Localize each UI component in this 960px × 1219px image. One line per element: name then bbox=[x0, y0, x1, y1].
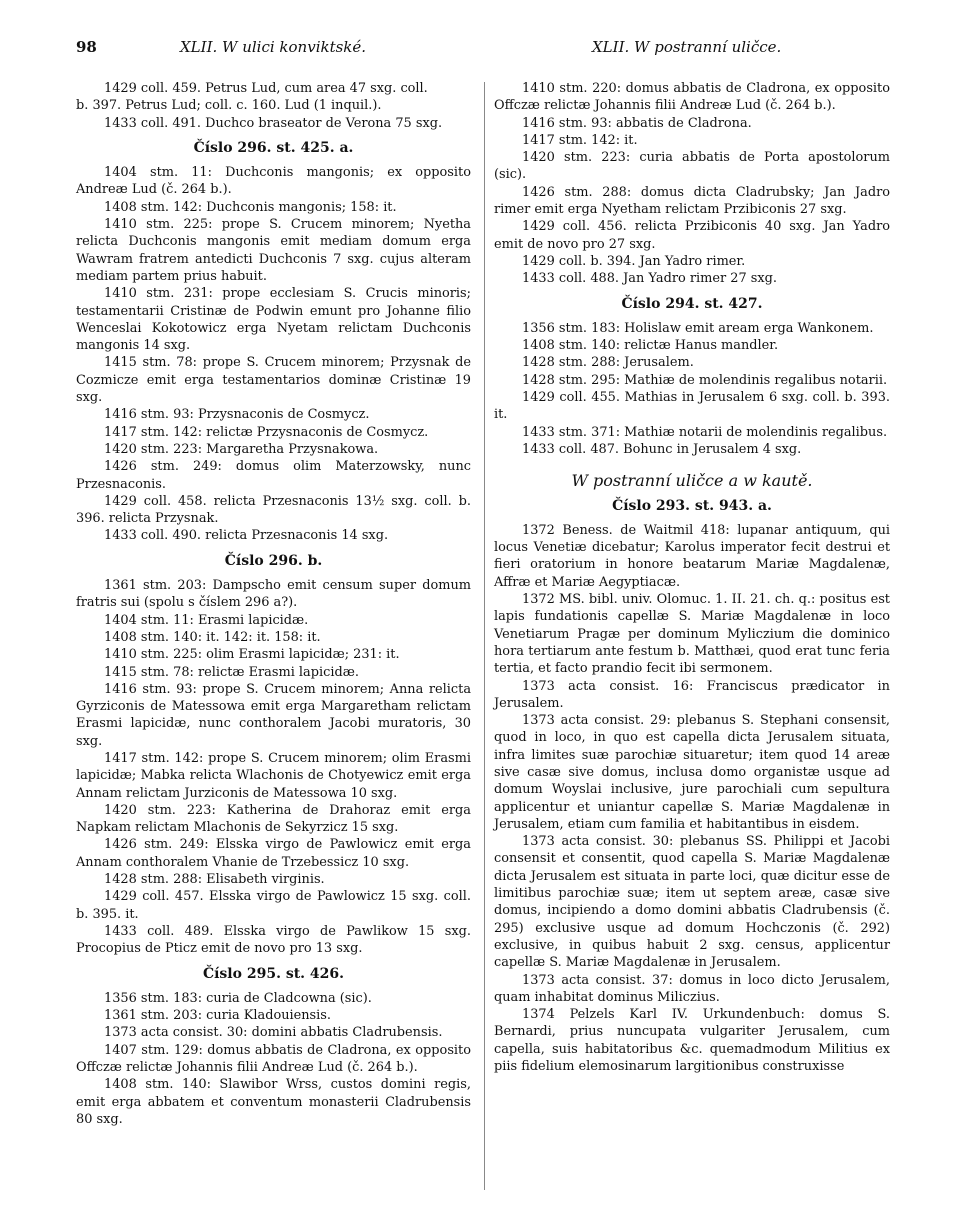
record-entry: 1415 stm. 78: relictæ Erasmi lapicidæ. bbox=[104, 664, 359, 680]
record-entry: 1416 stm. 93: abbatis de Cladrona. bbox=[522, 115, 752, 131]
left-column bbox=[76, 80, 471, 1128]
record-entry: 1408 stm. 140: it. 142: it. 158: it. bbox=[104, 629, 321, 645]
record-entry: 1420 stm. 223: curia abbatis de Porta apostolorum (sic). bbox=[494, 150, 890, 183]
right-column bbox=[494, 80, 890, 1075]
record-entry: 1429 coll. 455. Mathias in Jerusalem 6 sxg. coll. b. 393. it. bbox=[494, 390, 890, 423]
record-entry: 1407 stm. 129: domus abbatis de Cladrona, ex opposito Offczæ relictæ Johannis filii Andreæ Lud (č. 264 b.). bbox=[76, 1042, 471, 1076]
record-entry: 1417 stm. 142: relictæ Przysnaconis de Cosmycz. bbox=[104, 424, 429, 440]
right-running-heading: XLII. W postranní uličce. bbox=[592, 38, 782, 56]
record-entry: 1428 stm. 288: Jerusalem. bbox=[522, 355, 694, 371]
record-entry: 1373 acta consist. 16: Franciscus prædicator in Jerusalem. bbox=[494, 678, 890, 711]
record-entry: 1428 stm. 288: Elisabeth virginis. bbox=[104, 872, 325, 888]
record-entry: 1433 coll. 489. Elsska virgo de Pawlikow 15 sxg. Procopius de Pticz emit de novo pro 13 sxg. bbox=[76, 923, 471, 957]
record-entry: 1426 stm. 249: Elsska virgo de Pawlowicz emit erga Annam conthoralem Vhanie de Trzebessicz 10 sxg. bbox=[76, 837, 471, 870]
chapter-heading: W postranní uličce a w kautě. bbox=[571, 471, 813, 491]
record-entry: 1410 stm. 225: olim Erasmi lapicidæ; 231: it. bbox=[104, 647, 400, 663]
record-entry: 1426 stm. 249: domus olim Materzowsky, nunc Przesnaconis. bbox=[76, 459, 471, 492]
page-number: 98 bbox=[76, 38, 97, 56]
record-entry: 1404 stm. 11: Erasmi lapicidæ. bbox=[104, 612, 309, 628]
section-heading: Číslo 296. b. bbox=[224, 552, 323, 569]
record-entry: 1426 stm. 288: domus dicta Cladrubsky; Jan Jadro rimer emit erga Nyetham relictam Przibiconis 27 sxg. bbox=[494, 184, 890, 218]
record-entry: 1410 stm. 231: prope ecclesiam S. Crucis minoris; testamentarii Cristinæ de Podwin emunt pro Johanne filio Wenceslai Kokotowicz erga Nyetam relictam Duchconis mangonis 14 sxg. bbox=[76, 286, 471, 354]
record-entry: 1372 Beness. de Waitmil 418: lupanar antiquum, qui locus Venetiæ dicebatur; Karolus imperator fecit destrui et fieri oratorium in honore beatarum Mariæ Magdalenæ, Affræ et Mariæ Aegyptiacæ. bbox=[494, 522, 890, 590]
record-entry: 1417 stm. 142: it. bbox=[522, 132, 638, 148]
record-entry: 1373 acta consist. 29: plebanus S. Stephani consensit, quod in loco, in quo est capella dicta Jerusalem situata, infra limites suæ parochiæ situaretur; item quod 14 areæ sive casæ sive domus, inclusa domo organistæ usque ad domum Woyslai inclusive, jure parochiali cum sepultura applicentur et uniantur capellæ S. Mariæ Magdalenæ in Jerusalem, etiam cum familia et habitantibus in eisdem. bbox=[494, 713, 890, 832]
record-entry: 1417 stm. 142: prope S. Crucem minorem; olim Erasmi lapicidæ; Mabka relicta Wlachonis de Chotyewicz emit erga Annam relictam Jurziconis de Matessowa 10 sxg. bbox=[76, 750, 471, 801]
record-entry: 1408 stm. 140: Slawibor Wrss, custos domini regis, emit erga abbatem et conventum monasterii Cladrubensis 80 sxg. bbox=[76, 1077, 471, 1127]
entry-continuation: b. 397. Petrus Lud; coll. c. 160. Lud (1 inquil.). bbox=[76, 98, 382, 114]
record-entry: 1420 stm. 223: Margaretha Przysnakowa. bbox=[104, 441, 379, 457]
section-heading: Číslo 296. st. 425. a. bbox=[193, 139, 354, 156]
record-entry: 1373 acta consist. 30: plebanus SS. Philippi et Jacobi consensit et consentit, quod capella S. Mariæ Magdalenæ dicta Jerusalem est situata in parte loci, quæ dicitur esse de limitibus parochiæ suæ; item ut septem areæ, casæ sive domus, incipiendo a domo domini abbatis Cladrubensis (č. 295) exclusive usque ad domum Hochczonis (č. 292) exclusive, in quibus habuit 2 sxg. census, applicentur capellæ S. Mariæ Magdalenæ in Jerusalem. bbox=[494, 834, 890, 971]
record-entry: 1416 stm. 93: Przysnaconis de Cosmycz. bbox=[104, 407, 370, 423]
record-entry: 1416 stm. 93: prope S. Crucem minorem; Anna relicta Gyrziconis de Matessowa emit erga Margaretham relictam Erasmi lapicidæ, nunc conthoralem Jacobi muratoris, 30 sxg. bbox=[76, 681, 471, 749]
left-running-heading: XLII. W ulici konviktské. bbox=[180, 38, 367, 56]
record-entry: 1373 acta consist. 30: domini abbatis Cladrubensis. bbox=[104, 1025, 443, 1041]
record-entry: 1433 coll. 491. Duchco braseator de Verona 75 sxg. bbox=[104, 115, 443, 131]
record-entry: 1373 acta consist. 37: domus in loco dicto Jerusalem, quam inhabitat dominus Miliczius. bbox=[494, 972, 890, 1005]
record-entry: 1433 coll. 490. relicta Przesnaconis 14 sxg. bbox=[104, 528, 389, 544]
record-entry: 1429 coll. b. 394. Jan Yadro rimer. bbox=[522, 253, 746, 269]
section-heading: Číslo 295. st. 426. bbox=[202, 965, 345, 982]
record-entry: 1361 stm. 203: Dampscho emit censum super domum fratris sui (spolu s číslem 296 a?). bbox=[76, 578, 471, 611]
record-entry: 1404 stm. 11: Duchconis mangonis; ex opposito Andreæ Lud (č. 264 b.). bbox=[76, 165, 471, 198]
record-entry: 1410 stm. 225: prope S. Crucem minorem; Nyetha relicta Duchconis mangonis emit mediam domum erga Wawram fratrem antedicti Duchconis 7 sxg. cujus alteram mediam partem prius habuit. bbox=[76, 217, 471, 284]
record-entry: 1408 stm. 142: Duchconis mangonis; 158: it. bbox=[104, 199, 397, 215]
record-entry: 1429 coll. 456. relicta Przibiconis 40 sxg. Jan Yadro emit de novo pro 27 sxg. bbox=[494, 219, 890, 252]
record-entry: 1415 stm. 78: prope S. Crucem minorem; Przysnak de Cozmicze emit erga testamentarios dominæ Cristinæ 19 sxg. bbox=[76, 355, 471, 406]
record-entry: 1356 stm. 183: Holislaw emit aream erga Wankonem. bbox=[522, 320, 874, 336]
record-entry: 1372 MS. bibl. univ. Olomuc. 1. II. 21. ch. q.: positus est lapis fundationis capellæ S. Mariæ Magdalenæ in loco Venetiarum Pragæ per dominum Myliczium die dominico hora tertiarum ante festum b. Matthæi, quod erat tunc feria tertia, et facto prandio fecit ibi sermonem. bbox=[494, 592, 890, 677]
section-heading: Číslo 294. st. 427. bbox=[621, 295, 763, 312]
record-entry: 1433 coll. 487. Bohunc in Jerusalem 4 sxg. bbox=[522, 441, 802, 457]
record-entry: 1361 stm. 203: curia Kladouiensis. bbox=[104, 1008, 332, 1024]
record-entry: 1433 stm. 371: Mathiæ notarii de molendinis regalibus. bbox=[522, 424, 888, 440]
column-divider bbox=[484, 82, 485, 1190]
record-entry: 1374 Pelzels Karl IV. Urkundenbuch: domus S. Bernardi, prius nuncupata vulgariter Jerusalem, cum capella, suis habitatoribus &c. quemadmodum Militius ex piis fidelium elemosinarum largitionibus construxisse bbox=[494, 1007, 890, 1075]
record-entry: 1433 coll. 488. Jan Yadro rimer 27 sxg. bbox=[522, 271, 777, 287]
record-entry: 1356 stm. 183: curia de Cladcowna (sic). bbox=[104, 990, 372, 1006]
record-entry: 1408 stm. 140: relictæ Hanus mandler. bbox=[522, 338, 779, 354]
record-entry: 1410 stm. 220: domus abbatis de Cladrona, ex opposito Offczæ relictæ Johannis filii Andreæ Lud (č. 264 b.). bbox=[494, 81, 890, 114]
record-entry: 1429 coll. 458. relicta Przesnaconis 13½ sxg. coll. b. 396. relicta Przysnak. bbox=[76, 493, 471, 527]
record-entry: 1429 coll. 459. Petrus Lud, cum area 47 sxg. coll. bbox=[104, 81, 428, 96]
section-heading: Číslo 293. st. 943. a. bbox=[612, 497, 772, 514]
record-entry: 1428 stm. 295: Mathiæ de molendinis regalibus notarii. bbox=[522, 372, 888, 388]
record-entry: 1420 stm. 223: Katherina de Drahoraz emit erga Napkam relictam Mlachonis de Sekyrzicz 15 sxg. bbox=[76, 802, 471, 836]
record-entry: 1429 coll. 457. Elsska virgo de Pawlowicz 15 sxg. coll. b. 395. it. bbox=[76, 889, 471, 922]
